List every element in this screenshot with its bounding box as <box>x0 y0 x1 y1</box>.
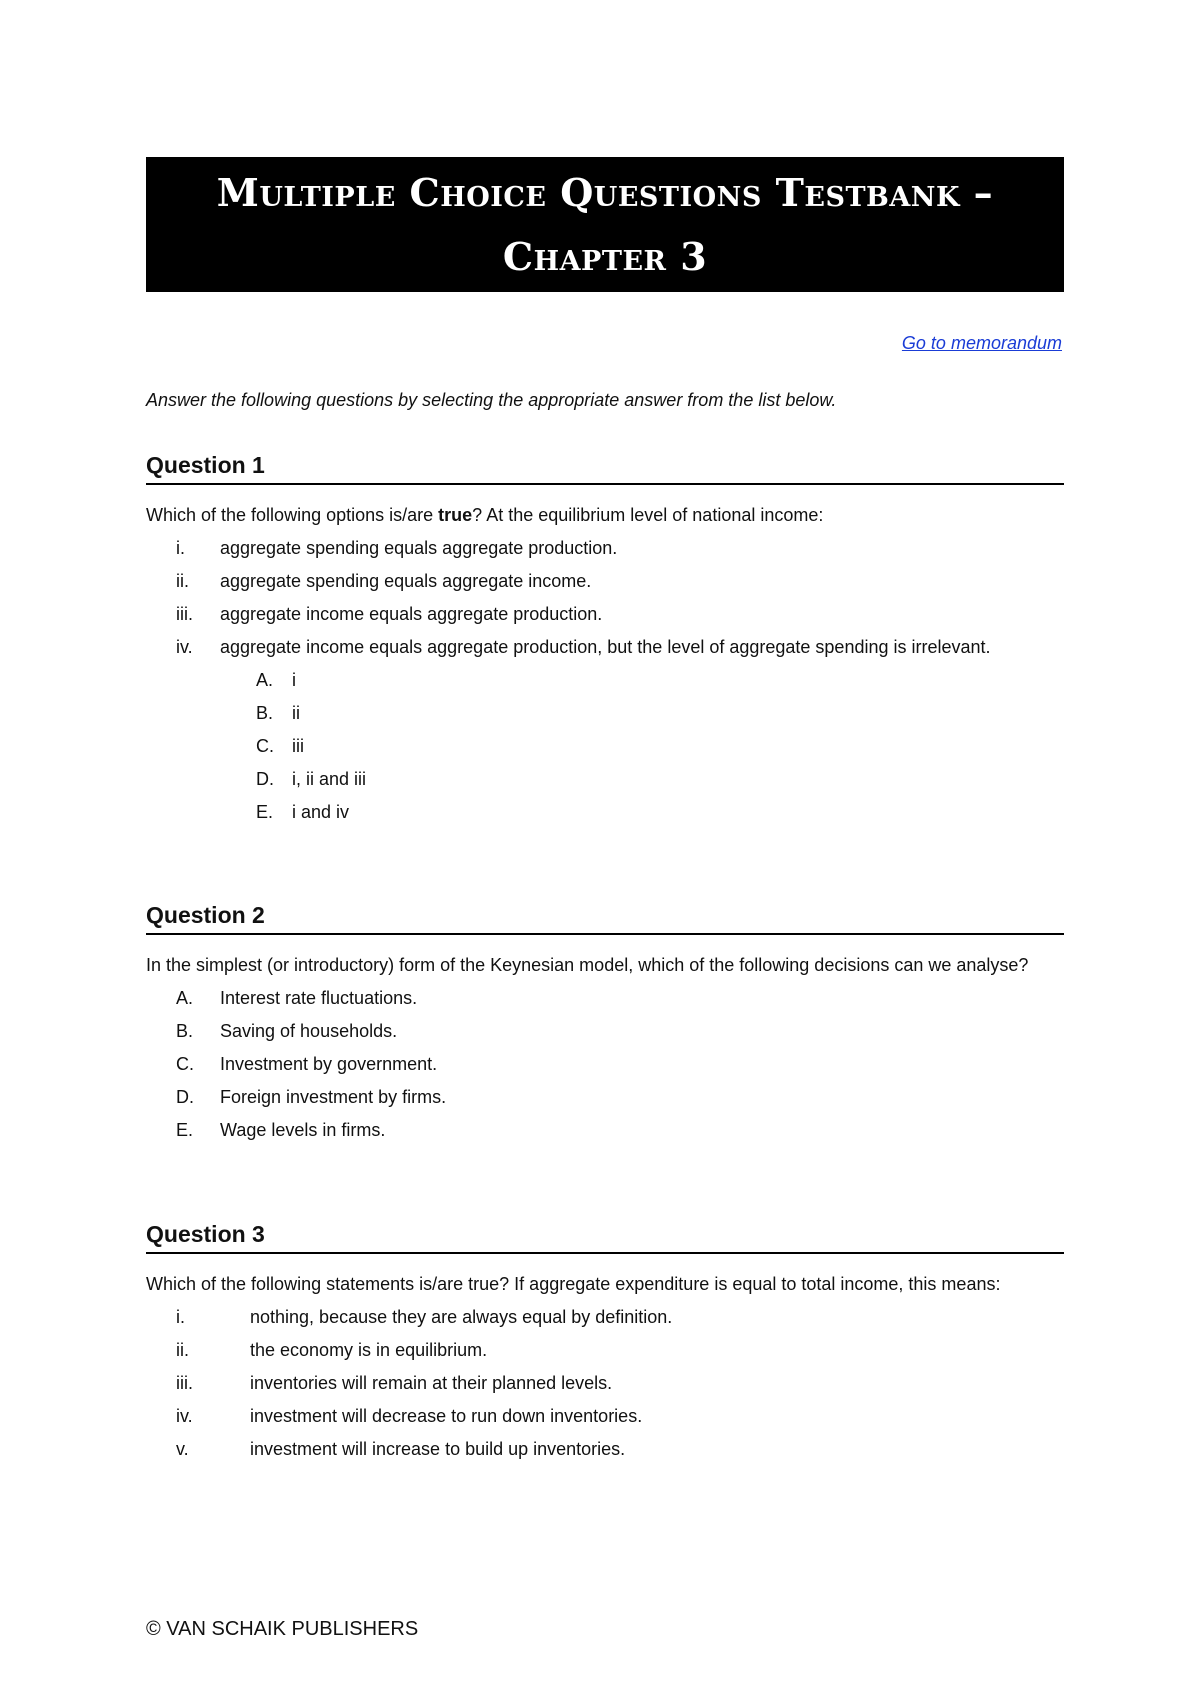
answer-option[interactable] <box>146 697 1064 730</box>
answer-option[interactable] <box>146 763 1064 796</box>
answer-option[interactable] <box>146 796 1064 829</box>
memorandum-link[interactable]: Go to memorandum <box>901 333 1062 353</box>
option-letter: A. <box>256 670 274 690</box>
statement-number: iv. <box>176 1406 193 1426</box>
question-3-heading: Question 3 <box>146 1220 1064 1254</box>
option-letter: C. <box>256 736 274 756</box>
option-text: Saving of households. <box>220 1021 398 1041</box>
option-letter: A. <box>176 988 194 1008</box>
statement-text: inventories will remain at their planned levels. <box>250 1373 613 1393</box>
page-title <box>146 157 1064 292</box>
list-item <box>146 631 1064 664</box>
statement-text: aggregate income equals aggregate production, but the level of aggregate spending is irrelevant. <box>220 637 991 657</box>
answer-option[interactable] <box>146 1114 1064 1147</box>
option-letter: E. <box>256 802 274 822</box>
list-item <box>146 532 1064 565</box>
option-text: Wage levels in firms. <box>220 1120 386 1140</box>
statement-number: iv. <box>176 637 193 657</box>
statement-number: ii. <box>176 1340 189 1360</box>
statement-text: nothing, because they are always equal by definition. <box>250 1307 673 1327</box>
statement-number: v. <box>176 1439 189 1459</box>
list-item <box>146 565 1064 598</box>
question-3 <box>146 1220 1064 1466</box>
option-text: ii <box>292 703 300 723</box>
question-3-statements <box>146 1301 1064 1466</box>
question-1-heading: Question 1 <box>146 451 1064 485</box>
question-1-text <box>146 499 1064 532</box>
instructions: Answer the following questions by selecting the appropriate answer from the list below. <box>146 390 837 410</box>
statement-text: aggregate spending equals aggregate production. <box>220 538 618 558</box>
title-line-1: Multiple Choice Questions Testbank – <box>216 170 994 215</box>
list-item <box>146 1301 1064 1334</box>
answer-option[interactable] <box>146 664 1064 697</box>
statement-text: aggregate spending equals aggregate income. <box>220 571 592 591</box>
list-item <box>146 1334 1064 1367</box>
statement-number: iii. <box>176 1373 193 1393</box>
list-item <box>146 1433 1064 1466</box>
question-3-text: Which of the following statements is/are true? If aggregate expenditure is equal to total income, this means: <box>146 1274 1001 1294</box>
statement-text: investment will increase to build up inventories. <box>250 1439 626 1459</box>
option-text: i and iv <box>292 802 350 822</box>
option-text: i <box>292 670 296 690</box>
answer-option[interactable] <box>146 1015 1064 1048</box>
option-text: Foreign investment by firms. <box>220 1087 447 1107</box>
question-1-text-after: ? At the equilibrium level of national income: <box>472 505 824 525</box>
answer-option[interactable] <box>146 730 1064 763</box>
statement-text: aggregate income equals aggregate production. <box>220 604 603 624</box>
option-text: i, ii and iii <box>292 769 367 789</box>
statement-number: iii. <box>176 604 193 624</box>
statement-text: the economy is in equilibrium. <box>250 1340 488 1360</box>
question-2-text: In the simplest (or introductory) form of the Keynesian model, which of the following decisions can we analyse? <box>146 955 1029 975</box>
copyright-footer: © VAN SCHAIK PUBLISHERS <box>146 1618 419 1640</box>
question-1-text-bold: true <box>438 505 473 525</box>
statement-number: ii. <box>176 571 189 591</box>
option-letter: B. <box>176 1021 194 1041</box>
answer-option[interactable] <box>146 1048 1064 1081</box>
option-text: Investment by government. <box>220 1054 438 1074</box>
question-1 <box>146 451 1064 829</box>
answer-option[interactable] <box>146 982 1064 1015</box>
title-line-2: Chapter 3 <box>502 234 708 279</box>
statement-text: investment will decrease to run down inventories. <box>250 1406 643 1426</box>
option-letter: D. <box>256 769 274 789</box>
answer-option[interactable] <box>146 1081 1064 1114</box>
list-item <box>146 598 1064 631</box>
question-2-options <box>146 982 1064 1147</box>
list-item <box>146 1400 1064 1433</box>
question-2-heading: Question 2 <box>146 901 1064 935</box>
option-letter: C. <box>176 1054 194 1074</box>
option-letter: E. <box>176 1120 194 1140</box>
question-1-text-before: Which of the following options is/are <box>146 505 439 525</box>
question-1-statements <box>146 532 1064 664</box>
question-1-options <box>146 664 1064 829</box>
statement-number: i. <box>176 538 185 558</box>
option-text: iii <box>292 736 304 756</box>
statement-number: i. <box>176 1307 185 1327</box>
option-letter: B. <box>256 703 274 723</box>
list-item <box>146 1367 1064 1400</box>
question-2 <box>146 901 1064 1147</box>
option-letter: D. <box>176 1087 194 1107</box>
option-text: Interest rate fluctuations. <box>220 988 418 1008</box>
